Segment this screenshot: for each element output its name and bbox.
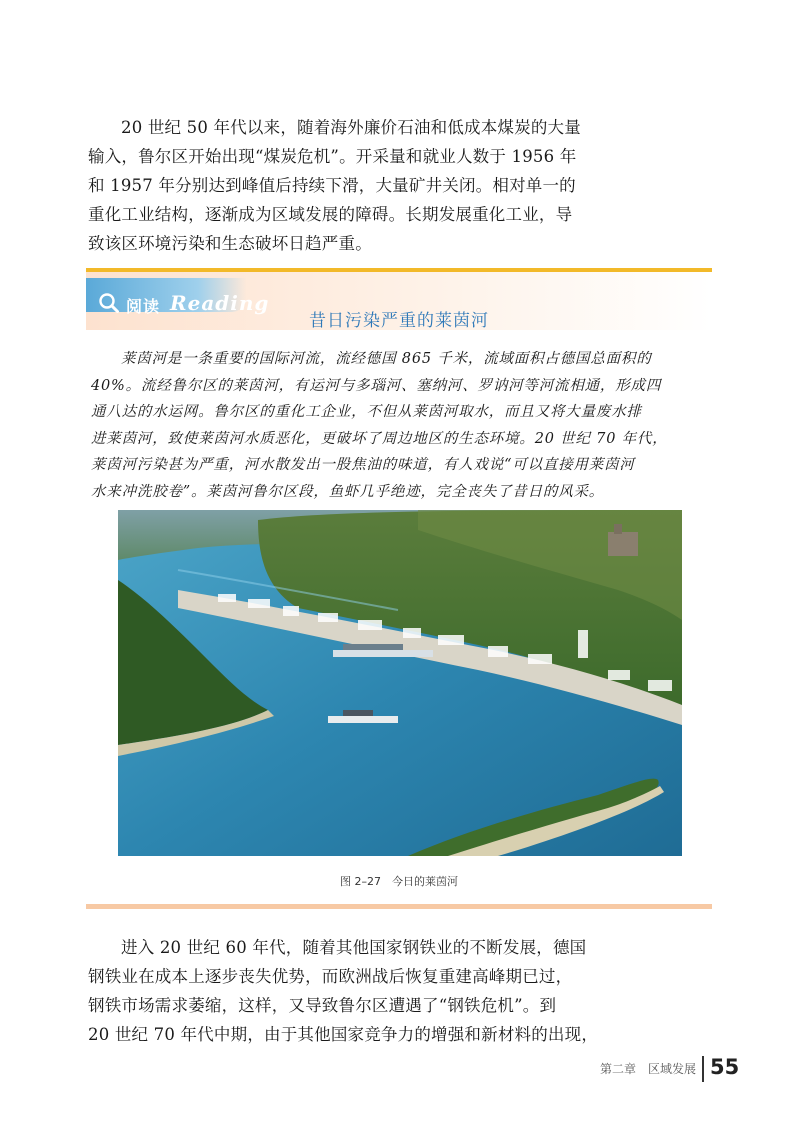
body-paragraph-top xyxy=(88,113,581,258)
footer-divider xyxy=(702,1056,704,1082)
reading-text-line: 进莱茵河，致使莱茵河水质恶化，更破坏了周边地区的生态环境。20 世纪 70 年代， xyxy=(91,430,668,447)
text-line: 进入 20 世纪 60 年代，随着其他国家钢铁业的不断发展，德国 xyxy=(121,938,587,957)
figure-caption: 图 2–27 今日的莱茵河 xyxy=(340,875,458,888)
reading-label-english: Reading xyxy=(170,291,270,315)
text-line: 钢铁市场需求萎缩，这样，又导致鲁尔区遭遇了“钢铁危机”。到 xyxy=(88,996,557,1015)
reading-text-line: 莱茵河是一条重要的国际河流，流经德国 865 千米，流域面积占德国总面积的 xyxy=(121,351,652,367)
text-line: 致该区环境污染和生态破坏日趋严重。 xyxy=(88,234,372,253)
rhine-river-photo xyxy=(118,510,682,856)
reading-text-line: 莱茵河污染甚为严重，河水散发出一股焦油的味道，有人戏说“可以直接用莱茵河 xyxy=(91,457,635,473)
footer-chapter-title: 第二章 区域发展 xyxy=(600,1062,697,1076)
text-line: 20 世纪 50 年代以来，随着海外廉价石油和低成本煤炭的大量 xyxy=(121,118,581,137)
text-line: 钢铁业在成本上逐步丧失优势，而欧洲战后恢复重建高峰期已过， xyxy=(88,967,573,986)
reading-box xyxy=(86,268,712,908)
reading-text xyxy=(91,346,697,505)
reading-text-line: 40%。流经鲁尔区的莱茵河，有运河与多瑙河、塞纳河、罗讷河等河流相通，形成四 xyxy=(91,377,662,394)
text-line: 输入，鲁尔区开始出现“煤炭危机”。开采量和就业人数于 1956 年 xyxy=(88,147,577,166)
text-line: 重化工业结构，逐渐成为区域发展的障碍。长期发展重化工业，导 xyxy=(88,205,573,224)
text-line: 和 1957 年分别达到峰值后持续下滑，大量矿井关闭。相对单一的 xyxy=(88,176,576,195)
reading-title: 昔日污染严重的莱茵河 xyxy=(309,311,489,331)
reading-text-line: 通八达的水运网。鲁尔区的重化工企业，不但从莱茵河取水，而且又将大量废水排 xyxy=(91,404,642,420)
reading-text-line: 水来冲洗胶卷”。莱茵河鲁尔区段，鱼虾几乎绝迹，完全丧失了昔日的风采。 xyxy=(91,483,605,500)
reading-label: 阅读 xyxy=(126,297,161,316)
body-paragraph-bottom xyxy=(88,933,599,1049)
reading-bottom-bar xyxy=(86,904,712,909)
page-number: 55 xyxy=(710,1055,740,1079)
text-line: 20 世纪 70 年代中期，由于其他国家竞争力的增强和新材料的出现， xyxy=(88,1025,599,1044)
